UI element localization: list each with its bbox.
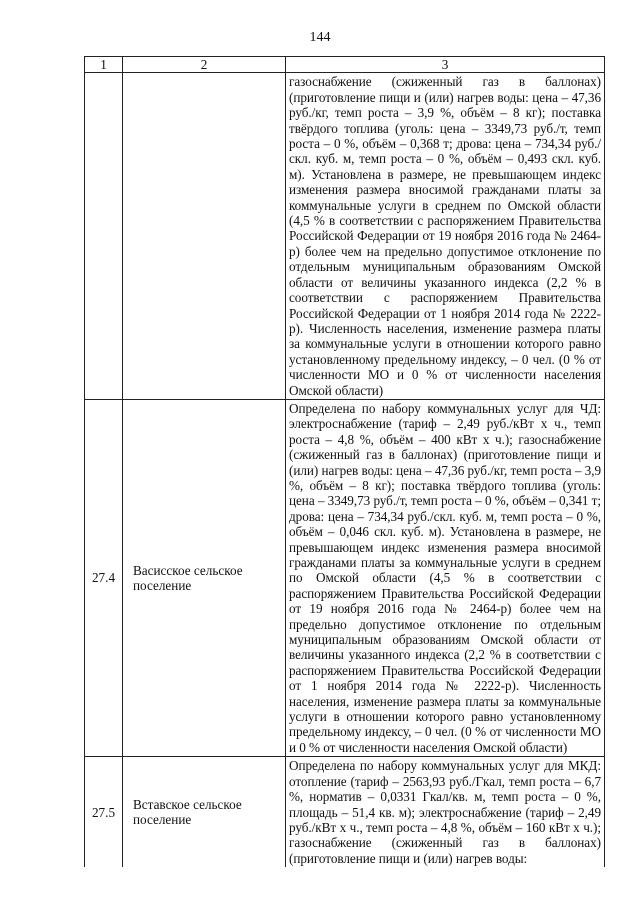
column-header-2: 2 — [123, 57, 286, 73]
column-header-3: 3 — [286, 57, 605, 73]
table-row — [85, 399, 605, 756]
table-row — [85, 757, 605, 867]
row-description-cell — [286, 399, 605, 756]
row-number — [85, 73, 123, 400]
page-number: 144 — [309, 30, 331, 45]
table-header-row — [85, 57, 605, 73]
row-description-cell — [286, 73, 605, 400]
row-description: газоснабжение (сжиженный газ в баллонах) (приготовление пищи и (или) нагрев воды: цена – 47,36 руб./кг, темп роста – 3,9 %, объём – 8 кг); поставка твёрдого топлива (уголь: цена – 3349,73 руб./т, темп роста – 0 %, объём – 0,368 т; дрова: цена – 734,34 руб./скл. куб. м, темп роста – 0 %, объём – 0,493 скл. куб. м). Установлена в размере, не превышающем индекс изменения размера вносимой гражданами платы за коммунальные услуги в среднем по Омской области (4,5 % в соответствии с распоряжением Правительства Российской Федерации от 19 ноября 2016 года № 2464-р) более чем на предельно допустимое отклонение по отдельным муниципальным образованиям Омской области от величины указанного индекса (2,2 % в соответствии с распоряжением Правительства Российской Федерации от 1 ноября 2014 года № 2222-р). Численность населения, изменение размера платы за коммунальные услуги в отношении которого равно установленному предельному индексу, – 0 чел. (0 % от численности МО и 0 % от численности населения Омской области) — [289, 74, 601, 398]
municipality-name: Васисское сельское поселение — [123, 399, 286, 756]
row-description-cell — [286, 757, 605, 867]
row-description: Определена по набору коммунальных услуг для ЧД: электроснабжение (тариф – 2,49 руб./кВт х ч., темп роста – 4,8 %, объём – 400 кВт х ч.); газоснабжение (сжиженный газ в баллонах) (приготовление пищи и (или) нагрев воды: цена – 47,36 руб./кг, темп роста – 3,9 %, объём – 8 кг); поставка твёрдого топлива (уголь: цена – 3349,73 руб./т, темп роста – 0 %, объём – 0,341 т; дрова: цена – 734,34 руб./скл. куб. м, темп роста – 0 %, объём – 0,046 скл. куб. м). Установлена в размере, не превышающем индекс изменения размера вносимой гражданами платы за коммунальные услуги в среднем по Омской области (4,5 % в соответствии с распоряжением Правительства Российской Федерации от 19 ноября 2016 года № 2464-р) более чем на предельно допустимое отклонение по отдельным муниципальным образованиям Омской области от величины указанного индекса (2,2 % в соответствии с распоряжением Правительства Российской Федерации от 1 ноября 2014 года № 2222-р). Численность населения, изменение размера платы за коммунальные услуги в отношении которого равно установленному предельному индексу, – 0 чел. (0 % от численности МО и 0 % от численности населения Омской области) — [289, 400, 601, 755]
municipality-name: Вставское сельское поселение — [123, 757, 286, 867]
tariff-table — [84, 56, 605, 867]
municipality-name — [123, 73, 286, 400]
column-header-1: 1 — [85, 57, 123, 73]
row-number: 27.4 — [85, 399, 123, 756]
row-number: 27.5 — [85, 757, 123, 867]
table-row — [85, 73, 605, 400]
row-description: Определена по набору коммунальных услуг для МКД: отопление (тариф – 2563,93 руб./Гкал, темп роста – 6,7 %, норматив – 0,0331 Гкал/кв. м, темп роста – 0 %, площадь – 51,4 кв. м); электроснабжение (тариф – 2,49 руб./кВт х ч., темп роста – 4,8 %, объём – 160 кВт х ч.); газоснабжение (сжиженный газ в баллонах) (приготовление пищи и (или) нагрев воды: — [289, 758, 601, 866]
